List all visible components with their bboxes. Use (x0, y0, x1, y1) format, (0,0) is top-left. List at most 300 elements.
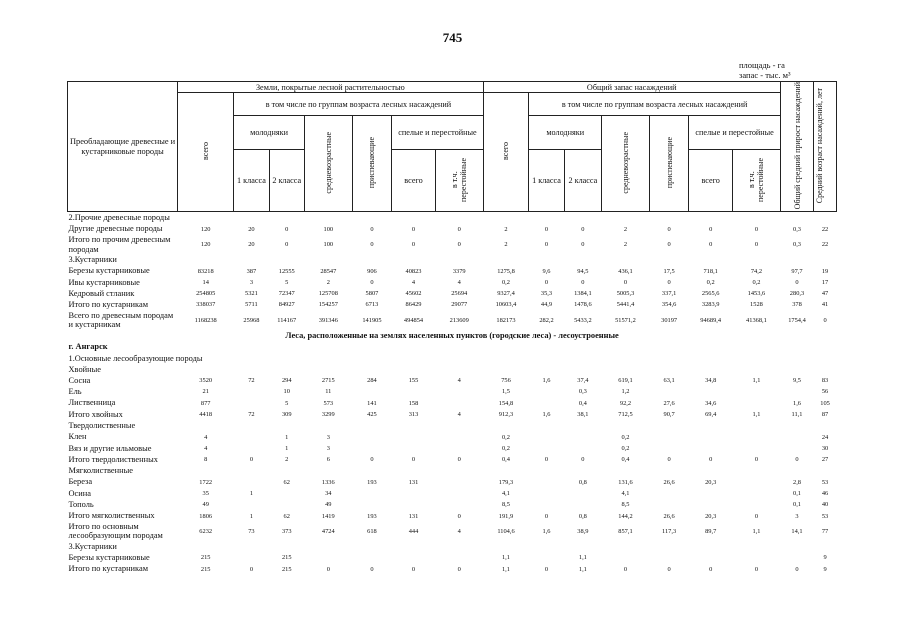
table-cell: 1168238 (194, 316, 217, 324)
section-row (68, 364, 837, 375)
table-cell (234, 477, 269, 488)
units-note (739, 60, 791, 80)
table-cell: 8,5 (501, 501, 510, 509)
table-cell: 1 (249, 512, 254, 520)
table-cell: 4 (457, 278, 461, 286)
table-cell: 51571,2 (615, 316, 636, 324)
table-cell (529, 431, 564, 442)
table-cell (689, 499, 733, 510)
table-cell (649, 431, 688, 442)
table-cell: 4 (457, 527, 461, 535)
table-cell: 4,1 (501, 490, 510, 498)
table-cell: 86429 (405, 301, 422, 309)
table-cell: 20 (248, 225, 255, 233)
table-row (68, 311, 837, 330)
table-cell: 0 (285, 241, 289, 248)
table-row (68, 277, 837, 288)
table-cell: 53 (821, 478, 829, 486)
table-cell: 0,1 (793, 490, 801, 498)
table-cell: 0 (285, 225, 289, 233)
table-cell: 857,1 (618, 527, 633, 535)
table-cell: 2 (326, 278, 330, 286)
table-cell (780, 431, 813, 442)
table-cell: 1,1 (578, 565, 587, 573)
table-cell: 19 (821, 267, 829, 275)
table-cell: 718,1 (703, 267, 718, 275)
table-cell: 2715 (321, 377, 335, 385)
table-cell: 0 (411, 565, 416, 573)
table-cell: 1104,6 (497, 527, 515, 535)
table-cell (352, 386, 391, 397)
table-cell: 63,1 (663, 377, 675, 385)
table-cell: 0 (249, 456, 254, 464)
table-cell: 28547 (320, 267, 337, 275)
table-cell: 3520 (199, 377, 213, 385)
table-cell: 215 (281, 554, 292, 562)
table-cell (649, 443, 688, 454)
table-cell: 1,5 (501, 388, 510, 396)
table-cell: 0 (667, 456, 671, 464)
table-row (68, 409, 837, 420)
table-cell (529, 443, 564, 454)
table-cell: 84927 (278, 301, 295, 309)
table-cell: 1,1 (578, 554, 587, 562)
table-cell: 38,9 (577, 527, 589, 535)
table-cell: 120 (200, 241, 211, 248)
table-cell: 0 (370, 456, 374, 464)
land-mature-total-header: всего (392, 150, 436, 212)
table-row (68, 224, 837, 235)
table-cell: 5005,3 (616, 290, 635, 298)
table-cell (529, 488, 564, 499)
table-cell (780, 552, 813, 563)
table-cell: 120 (200, 225, 211, 233)
row-label: Кедровый стланик (68, 288, 135, 298)
land-overmature-label: в т.ч. перестойные (450, 157, 469, 202)
table-cell: 1,6 (793, 399, 801, 407)
table-cell: 8,5 (621, 501, 630, 509)
table-cell: 0,4 (621, 456, 630, 464)
table-body (68, 212, 837, 575)
table-cell: 0,3 (578, 388, 587, 396)
stock-class1-header: 1 класса (529, 150, 564, 212)
table-cell (435, 488, 483, 499)
table-cell: 282,2 (539, 316, 554, 324)
table-cell: 0,8 (578, 512, 587, 520)
table-cell: 25968 (243, 316, 260, 324)
table-cell: 45602 (405, 290, 422, 298)
table-cell: 0 (370, 225, 374, 233)
stock-maturing-label: приспевающие (664, 137, 674, 189)
table-cell: 294 (281, 377, 292, 385)
table-row (68, 398, 837, 409)
avg-age-label: Средний возраст насаждений, лет (815, 88, 825, 204)
stock-middle-label: средневозрастные (620, 131, 630, 194)
section-label: 3.Кустарники (68, 255, 117, 265)
table-cell: 1,6 (542, 527, 551, 535)
table-cell: 69,4 (705, 410, 717, 418)
table-cell: 337,1 (661, 290, 677, 298)
table-cell: 1722 (199, 478, 213, 486)
row-label: Вяз и другие ильмовые (68, 443, 152, 453)
table-cell (649, 488, 688, 499)
table-cell (392, 552, 436, 563)
table-cell (234, 499, 269, 510)
table-cell: 0 (667, 225, 671, 233)
table-cell: 3283,9 (701, 301, 720, 309)
table-cell (352, 488, 391, 499)
table-cell (529, 499, 564, 510)
table-cell: 0 (457, 456, 461, 464)
table-row (68, 511, 837, 522)
table-cell: 158 (408, 399, 419, 407)
table-cell: 0 (457, 512, 461, 520)
row-label: Береза (68, 477, 93, 487)
table-row (68, 488, 837, 499)
table-cell: 92,2 (619, 399, 632, 407)
table-cell: 131 (408, 512, 419, 520)
table-cell: 0,2 (621, 433, 630, 441)
table-cell (733, 386, 781, 397)
table-cell: 0 (709, 225, 713, 233)
table-cell (352, 552, 391, 563)
table-cell: 712,5 (618, 410, 633, 418)
row-label: Итого хвойных (68, 409, 123, 419)
table-cell: 0 (370, 565, 374, 573)
table-cell: 0 (544, 512, 549, 520)
table-cell: 154257 (318, 301, 338, 309)
stock-young-header: молодняки (529, 116, 602, 150)
table-cell: 2 (623, 225, 628, 233)
table-cell: 4 (204, 444, 208, 452)
table-cell: 144,2 (618, 512, 633, 520)
table-cell: 0 (326, 565, 330, 573)
table-cell (733, 443, 781, 454)
table-cell: 0 (544, 278, 549, 286)
table-cell: 29077 (451, 301, 468, 309)
table-cell (392, 431, 436, 442)
table-cell: 0,1 (793, 501, 801, 509)
table-cell: 1275,8 (497, 267, 515, 275)
table-cell: 17 (821, 278, 829, 286)
section-row (68, 465, 837, 476)
table-cell: 254805 (196, 290, 216, 298)
table-cell: 40823 (405, 267, 422, 275)
table-cell: 1528 (750, 301, 763, 309)
table-cell: 49 (202, 501, 209, 509)
table-cell (529, 552, 564, 563)
table-cell: 100 (323, 225, 334, 233)
table-cell: 5 (285, 278, 289, 286)
table-cell: 0 (667, 565, 671, 573)
table-cell: 3 (249, 278, 254, 286)
row-label: Ивы кустарниковые (68, 277, 140, 287)
table-row (68, 499, 837, 510)
table-cell (649, 552, 688, 563)
table-cell: 0 (411, 241, 416, 248)
row-label: Всего по древесным породам и кустарникам (68, 310, 174, 330)
stock-middle-header (602, 116, 650, 212)
table-cell: 280,3 (789, 290, 805, 298)
table-cell: 4418 (199, 410, 213, 418)
table-cell: 94,5 (577, 267, 589, 275)
land-mature-header: спелые и перестойные (392, 116, 483, 150)
section-label: Твердолиственные (68, 421, 136, 431)
table-row (68, 431, 837, 442)
table-cell: 22 (821, 241, 829, 248)
table-cell: 83218 (197, 267, 214, 275)
table-cell (435, 499, 483, 510)
table-cell: 9 (823, 565, 827, 573)
table-cell: 74,2 (750, 267, 763, 275)
table-cell: 9327,4 (497, 290, 515, 298)
table-cell: 0 (544, 565, 549, 573)
table-cell: 2 (285, 456, 289, 464)
row-label: Итого по основным лесообразующим породам (68, 521, 163, 541)
table-cell: 573 (323, 399, 334, 407)
table-cell: 6232 (199, 527, 213, 535)
table-cell: 46 (821, 490, 829, 498)
table-cell: 4,1 (621, 490, 630, 498)
table-cell: 0 (370, 278, 374, 286)
table-cell: 26,6 (663, 512, 675, 520)
row-label: Березы кустарниковые (68, 553, 150, 563)
table-cell: 391346 (318, 316, 338, 324)
table-cell (649, 386, 688, 397)
table-cell: 0 (457, 565, 461, 573)
table-cell: 0 (754, 512, 759, 520)
stock-total-label: всего (501, 142, 511, 161)
land-overmature-header (435, 150, 483, 212)
table-cell (733, 477, 781, 488)
table-cell: 284 (367, 377, 377, 385)
table-cell (564, 499, 601, 510)
table-cell: 215 (200, 565, 211, 573)
table-cell (649, 499, 688, 510)
table-cell: 5 (285, 399, 289, 407)
table-cell: 26,6 (663, 478, 675, 486)
table-cell: 425 (367, 410, 377, 418)
table-cell: 10603,4 (495, 301, 517, 309)
land-middle-label: средневозрастные (323, 131, 333, 194)
table-cell: 0 (754, 225, 759, 233)
table-cell (733, 431, 781, 442)
table-cell: 0 (581, 278, 585, 286)
table-cell: 1806 (199, 512, 213, 520)
land-maturing-label: приспевающие (367, 137, 377, 189)
table-cell: 24 (821, 433, 829, 441)
table-cell: 1384,1 (574, 290, 592, 298)
table-cell: 0,2 (621, 444, 630, 452)
table-cell: 41 (821, 301, 829, 309)
table-cell: 0 (795, 565, 799, 573)
table-cell: 2,8 (793, 478, 801, 486)
avg-growth-label: Общий средний прирост насаждений (792, 82, 802, 210)
table-cell: 17,5 (663, 267, 675, 275)
table-row (68, 288, 837, 299)
table-cell: 373 (281, 527, 292, 535)
table-cell: 44,9 (540, 301, 553, 309)
table-cell: 1754,4 (788, 316, 806, 324)
table-cell (689, 488, 733, 499)
table-cell: 83 (821, 377, 829, 385)
table-cell: 72 (248, 410, 255, 418)
table-cell (689, 386, 733, 397)
table-row (68, 386, 837, 397)
row-label: Тополь (68, 500, 94, 510)
table-cell: 9 (823, 554, 827, 562)
table-row (68, 375, 837, 386)
table-cell: 313 (408, 410, 419, 418)
row-label: Осина (68, 488, 91, 498)
table-cell: 309 (281, 410, 292, 418)
table-row (68, 522, 837, 541)
table-cell: 14,1 (791, 527, 803, 535)
section-row (68, 254, 837, 265)
table-cell: 1,1 (501, 554, 510, 562)
row-label: Другие древесные породы (68, 224, 163, 234)
table-cell: 877 (200, 399, 211, 407)
table-cell (435, 443, 483, 454)
table-cell (234, 398, 269, 409)
table-cell (564, 431, 601, 442)
table-cell: 0,4 (578, 399, 587, 407)
table-cell: 2 (504, 225, 508, 233)
table-cell: 1453,6 (747, 290, 766, 298)
table-cell: 4724 (321, 527, 335, 535)
table-header (68, 82, 837, 212)
table-cell: 0 (457, 241, 461, 248)
section-label: Мягколиственные (68, 466, 133, 476)
table-cell: 1,2 (621, 388, 630, 396)
table-cell: 5807 (365, 290, 379, 298)
stock-mature-header: спелые и перестойные (689, 116, 781, 150)
stock-overmature-header (733, 150, 781, 212)
table-cell: 20,3 (705, 478, 717, 486)
table-cell (392, 499, 436, 510)
table-cell (234, 386, 269, 397)
table-cell: 0 (544, 225, 549, 233)
table-cell: 3 (795, 512, 799, 520)
table-cell: 756 (501, 377, 511, 385)
table-cell: 0 (370, 241, 374, 248)
table-cell: 494854 (403, 316, 424, 324)
table-cell: 5433,2 (574, 316, 592, 324)
table-cell: 30 (821, 444, 829, 452)
table-cell: 10 (283, 388, 290, 396)
table-cell: 35,3 (540, 290, 553, 298)
table-cell: 3379 (452, 267, 466, 275)
table-cell: 2 (504, 241, 508, 248)
table-cell: 37,4 (577, 377, 589, 385)
table-cell: 0 (623, 278, 628, 286)
table-cell: 1,1 (501, 565, 510, 573)
table-cell: 0 (581, 456, 585, 464)
table-row (68, 477, 837, 488)
table-cell: 0 (581, 225, 585, 233)
table-row (68, 564, 837, 575)
table-cell (435, 386, 483, 397)
table-cell (689, 443, 733, 454)
land-class1-header: 1 класса (234, 150, 269, 212)
table-cell: 0 (754, 565, 759, 573)
table-cell: 5321 (245, 290, 258, 298)
table-cell: 2 (623, 241, 628, 248)
table-cell: 0 (709, 241, 713, 248)
table-cell (234, 443, 269, 454)
table-cell (392, 488, 436, 499)
table-row (68, 454, 837, 465)
stock-total-header (483, 93, 529, 212)
table-cell: 444 (408, 527, 419, 535)
section-row (68, 212, 837, 224)
table-cell: 179,3 (498, 478, 514, 486)
table-cell: 378 (792, 301, 802, 309)
table-cell: 20,3 (705, 512, 717, 520)
table-cell: 0 (457, 225, 461, 233)
table-cell: 3 (326, 433, 330, 441)
table-cell: 1478,6 (574, 301, 592, 309)
row-label: Итого по прочим древесным породам (68, 234, 171, 254)
table-cell (352, 431, 391, 442)
table-cell (234, 552, 269, 563)
table-cell: 100 (323, 241, 334, 248)
table-cell (529, 386, 564, 397)
table-cell: 0 (544, 456, 549, 464)
table-cell: 0,4 (501, 456, 510, 464)
table-cell: 1 (249, 490, 254, 498)
city-row (68, 341, 837, 352)
table-cell: 215 (200, 554, 211, 562)
table-cell: 62 (283, 478, 290, 486)
table-cell: 114167 (277, 316, 297, 324)
land-young-header: молодняки (234, 116, 305, 150)
land-age-groups-header: в том числе по группам возраста лесных насаждений (234, 93, 483, 116)
table-cell: 0 (709, 565, 713, 573)
forest-stock-table (67, 81, 837, 575)
table-cell: 387 (246, 267, 257, 275)
table-cell: 14 (202, 278, 209, 286)
table-cell: 77 (821, 527, 829, 535)
table-cell: 193 (367, 512, 377, 520)
table-cell: 53 (821, 512, 829, 520)
table-cell (780, 443, 813, 454)
section-title: Леса, расположенные на землях населенных пунктов (городские леса) - лесоустроенные (285, 330, 619, 340)
section-title-row (68, 330, 837, 341)
table-cell: 34,8 (705, 377, 717, 385)
table-cell: 1419 (321, 512, 335, 520)
table-cell: 1,1 (752, 527, 761, 535)
stock-maturing-header (649, 116, 688, 212)
table-cell: 1,6 (542, 377, 551, 385)
land-total-label: всего (201, 142, 211, 161)
row-label: Итого по кустарникам (68, 300, 149, 310)
table-cell (352, 499, 391, 510)
table-cell (733, 499, 781, 510)
table-cell (234, 431, 269, 442)
table-cell: 0,2 (706, 278, 715, 286)
table-cell (435, 398, 483, 409)
avg-growth-header (780, 82, 813, 212)
table-cell (435, 477, 483, 488)
table-cell: 0 (667, 278, 671, 286)
section-row (68, 541, 837, 552)
table-cell: 34 (325, 490, 332, 498)
table-row (68, 235, 837, 254)
page-number: 745 (442, 30, 463, 45)
units-area: площадь - га (739, 60, 785, 70)
stock-mature-total-header: всего (689, 150, 733, 212)
